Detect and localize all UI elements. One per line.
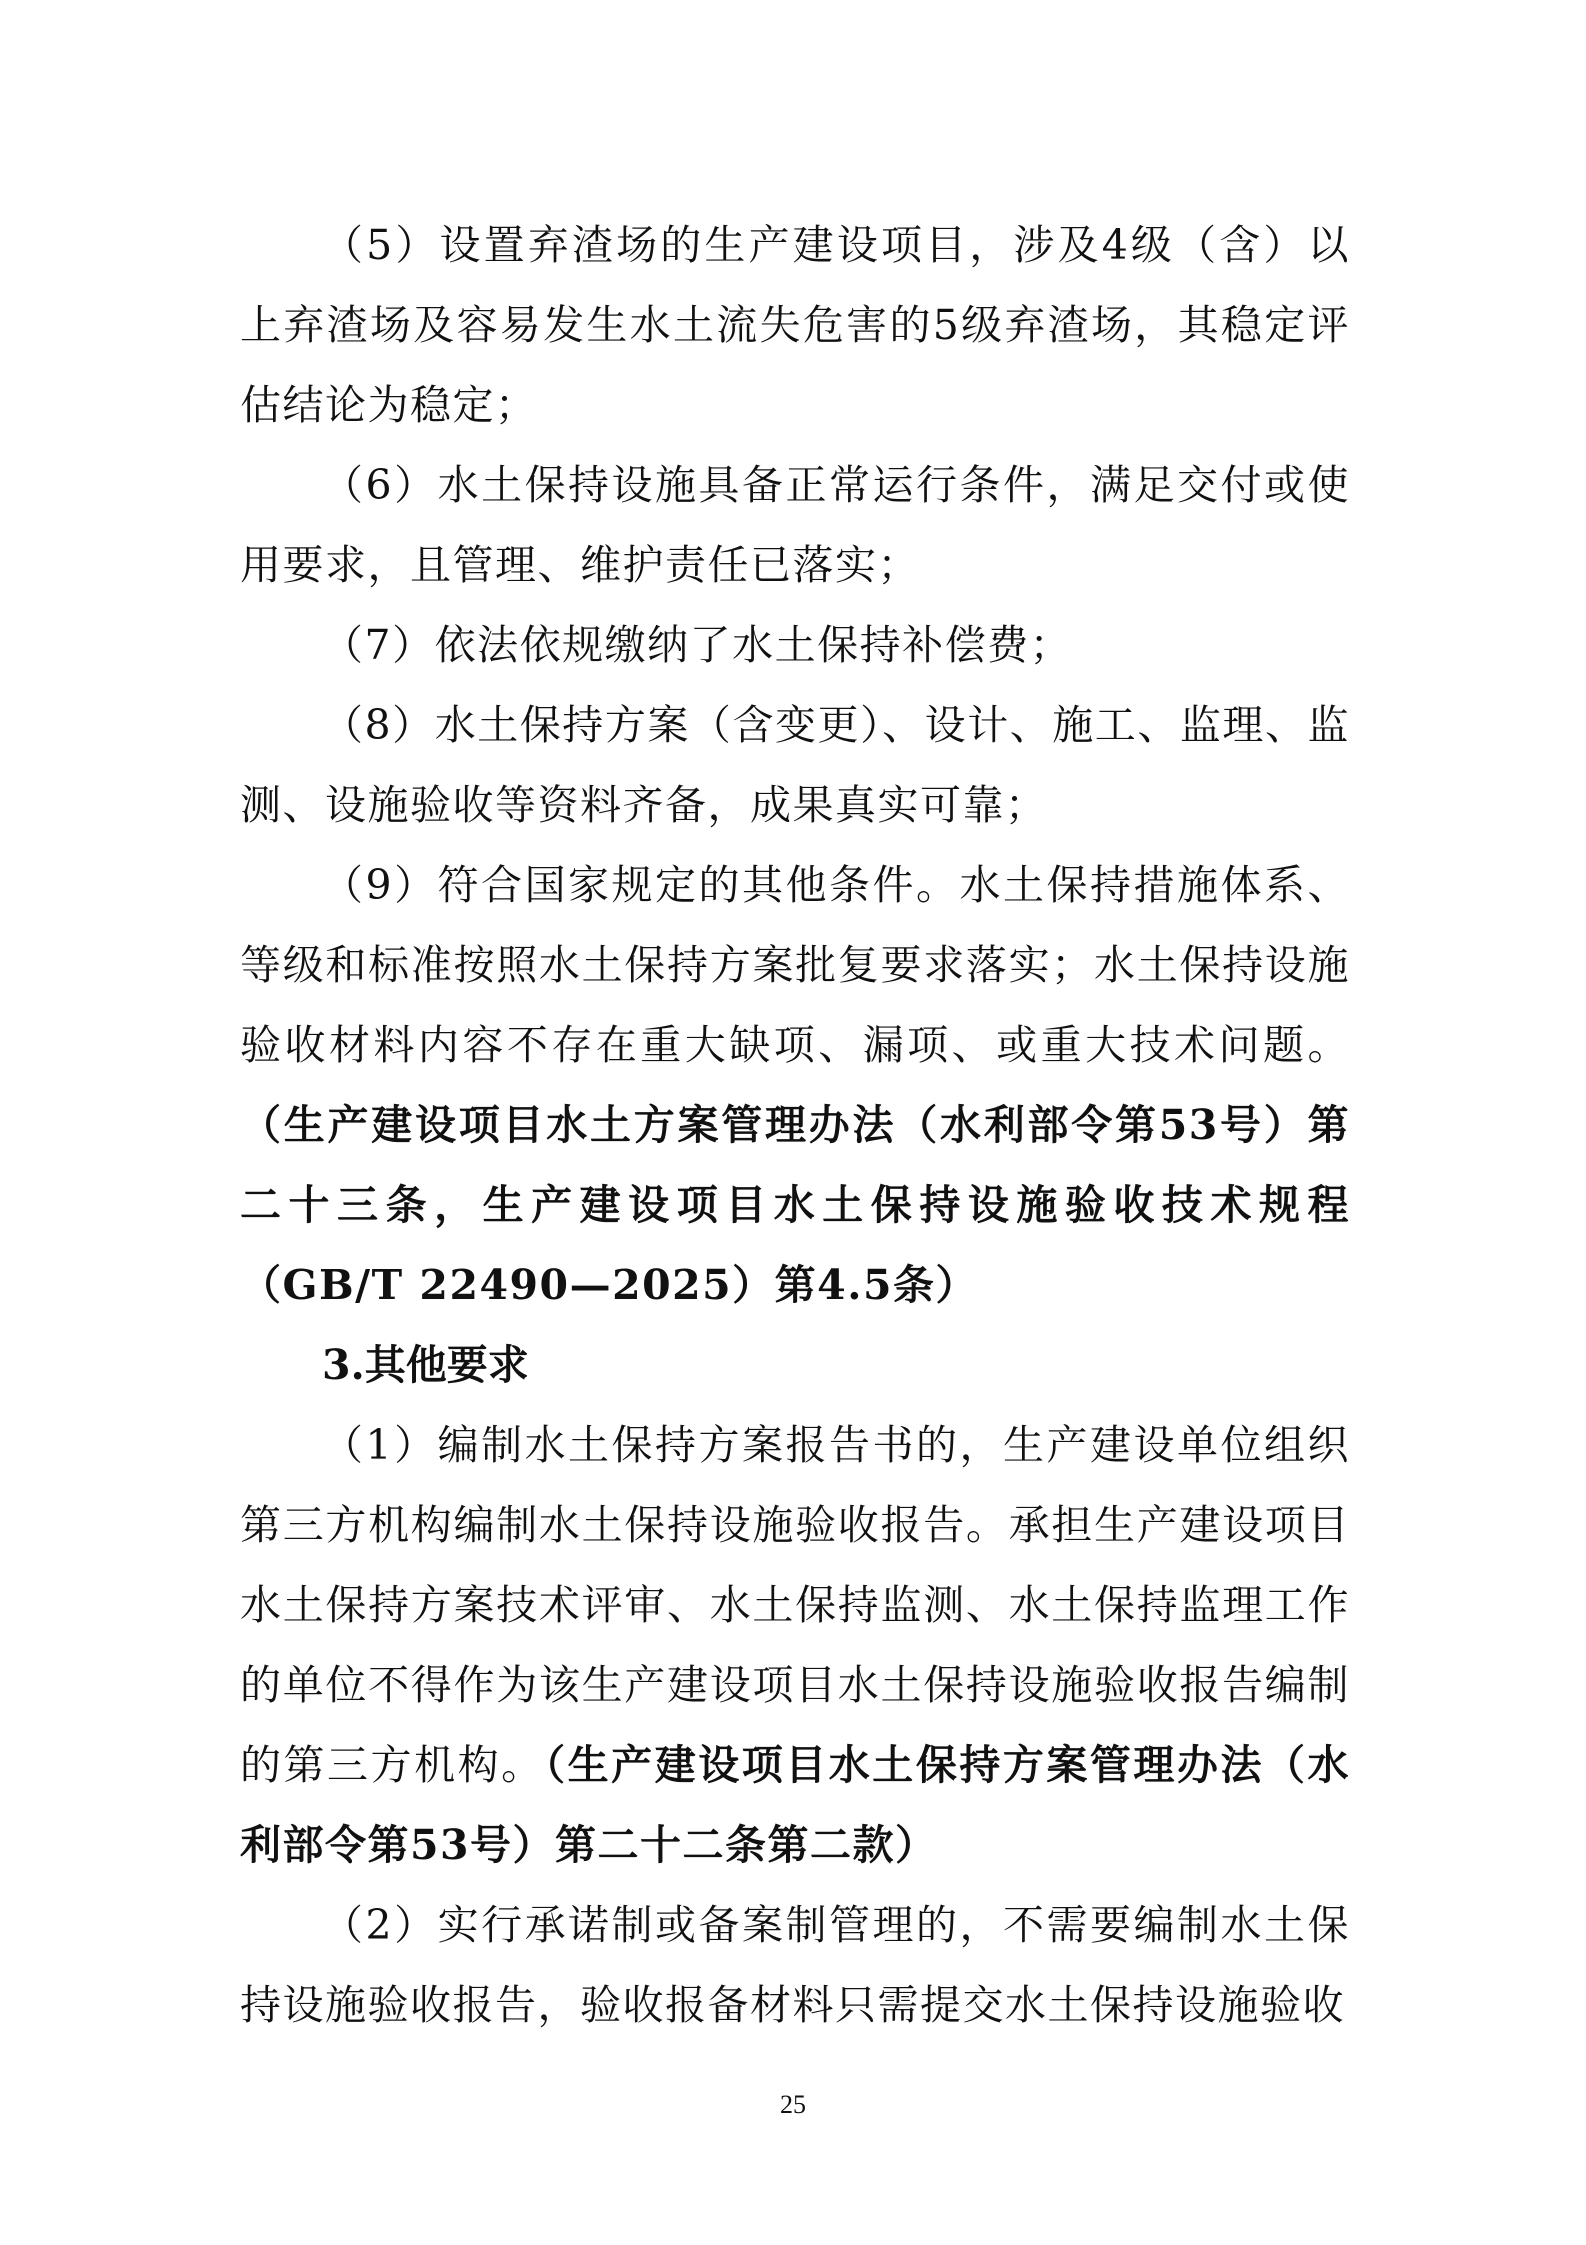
document-body <box>240 205 1350 2045</box>
paragraph-text: （8）水土保持方案（含变更）、设计、施工、监理、监测、设施验收等资料齐备，成果真实可靠； <box>240 701 1350 829</box>
legal-citation: （生产建设项目水土方案管理办法（水利部令第53号）第二十三条，生产建设项目水土保持设施验收技术规程（GB/T 22490—2025）第4.5条） <box>240 1101 1350 1309</box>
paragraph-text: （6）水土保持设施具备正常运行条件，满足交付或使用要求，且管理、维护责任已落实； <box>240 461 1350 589</box>
page-number: 25 <box>780 2090 806 2119</box>
paragraph-item-7 <box>240 605 1350 685</box>
paragraph-text: （2）实行承诺制或备案制管理的，不需要编制水土保持设施验收报告，验收报备材料只需提交水土保持设施验收 <box>240 1901 1350 2029</box>
requirement-item-1 <box>240 1405 1350 1885</box>
paragraph-item-9 <box>240 845 1350 1325</box>
requirement-item-2 <box>240 1885 1350 2045</box>
legal-citation: （生产建设项目水土保持方案管理办法（水利部令第53号）第二十二条第二款） <box>240 1741 1350 1869</box>
paragraph-text: （1）编制水土保持方案报告书的，生产建设单位组织第三方机构编制水土保持设施验收报告。承担生产建设项目水土保持方案技术评审、水土保持监测、水土保持监理工作的单位不得作为该生产建设项目水土保持设施验收报告编制的第三方机构。 <box>240 1421 1350 1789</box>
paragraph-text: （9）符合国家规定的其他条件。水土保持措施体系、等级和标准按照水土保持方案批复要求落实；水土保持设施验收材料内容不存在重大缺项、漏项、或重大技术问题。 <box>240 861 1350 1069</box>
paragraph-text: （5）设置弃渣场的生产建设项目，涉及4级（含）以上弃渣场及容易发生水土流失危害的5级弃渣场，其稳定评估结论为稳定； <box>240 221 1350 429</box>
paragraph-item-5 <box>240 205 1350 445</box>
section-heading: 3.其他要求 <box>322 1341 529 1389</box>
paragraph-item-8 <box>240 685 1350 845</box>
paragraph-text: （7）依法依规缴纳了水土保持补偿费； <box>322 621 1073 669</box>
paragraph-item-6 <box>240 445 1350 605</box>
